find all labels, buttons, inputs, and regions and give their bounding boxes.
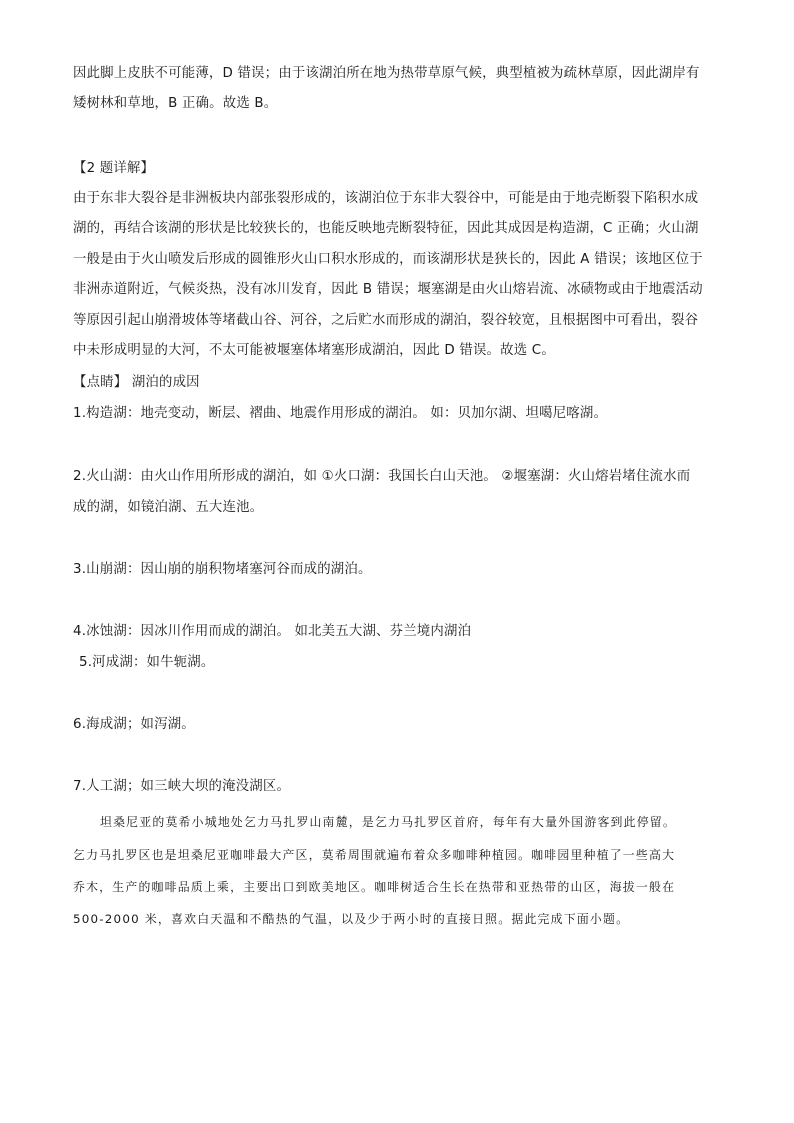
material-line: 500-2000 米，喜欢白天温和不酷热的气温，以及少于两小时的直接日照。据此完成下面小题。	[73, 912, 630, 926]
text-line: 矮树林和草地，B 正确。故选 B。	[73, 96, 278, 111]
text-line: 中未形成明显的大河，不太可能被堰塞体堵塞形成湖泊，因此 D 错误。故选 C。	[73, 343, 555, 358]
material-line: 坦桑尼亚的莫希小城地处乞力马扎罗山南麓，是乞力马扎罗区首府，每年有大量外国游客到此停留。	[100, 815, 676, 829]
text-line: 湖的，再结合该湖的形状是比较狭长的，也能反映地壳断裂特征，因此其成因是构造湖，C 正确；火山湖	[73, 221, 699, 236]
section-heading: 【2 题详解】	[73, 161, 155, 176]
list-item: 1.构造湖：地壳变动，断层、褶曲、地震作用形成的湖泊。 如：贝加尔湖、坦噶尼喀湖。	[73, 406, 608, 421]
list-item: 4.冰蚀湖：因冰川作用而成的湖泊。 如北美五大湖、芬兰境内湖泊	[73, 624, 472, 639]
list-item: 6.海成湖；如泻湖。	[73, 717, 195, 732]
list-item: 7.人工湖；如三峡大坝的淹没湖区。	[73, 779, 291, 794]
text-line: 成的湖，如镜泊湖、五大连池。	[73, 500, 264, 515]
list-item: 5.河成湖：如牛轭湖。	[79, 655, 215, 670]
text-line: 由于东非大裂谷是非洲板块内部张裂形成的，该湖泊位于东非大裂谷中，可能是由于地壳断裂下陷积水成	[73, 191, 699, 206]
material-line: 乔木，生产的咖啡品质上乘，主要出口到欧美地区。咖啡树适合生长在热带和亚热带的山区，海拔一般在	[73, 880, 676, 894]
text-line: 一般是由于火山喷发后形成的圆锥形火山口积水形成的，而该湖形状是狭长的，因此 A 错误；该地区位于	[73, 252, 703, 267]
material-line: 乞力马扎罗区也是坦桑尼亚咖啡最大产区，莫希周围就遍布着众多咖啡种植园。咖啡园里种植了一些高大	[73, 848, 676, 862]
list-item: 2.火山湖：由火山作用所形成的湖泊，如 ①火口湖：我国长白山天池。 ②堰塞湖：火山熔岩堵住流水而	[73, 469, 691, 484]
text-line: 等原因引起山崩滑坡体等堵截山谷、河谷，之后贮水而形成的湖泊，裂谷较宽，且根据图中可看出，裂谷	[73, 313, 699, 328]
text-line: 非洲赤道附近，气候炎热，没有冰川发育，因此 B 错误；堰塞湖是由火山熔岩流、冰碛物或由于地震活动	[73, 282, 703, 297]
list-item: 3.山崩湖：因山崩的崩积物堵塞河谷而成的湖泊。	[73, 562, 372, 577]
text-line: 因此脚上皮肤不可能薄，D 错误；由于该湖泊所在地为热带草原气候，典型植被为疏林草原，因此湖岸有	[73, 66, 700, 81]
section-heading: 【点睛】 湖泊的成因	[73, 375, 200, 390]
